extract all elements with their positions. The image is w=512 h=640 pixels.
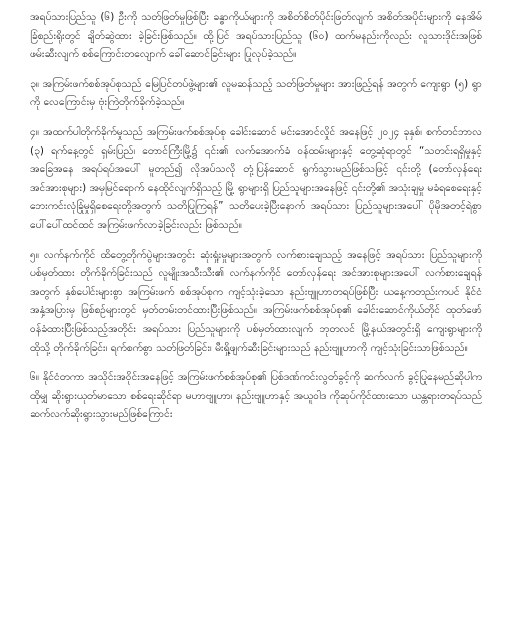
paragraph-6: ၆။ နိုင်ငံတကာ အသိုင်းအဝိုင်းအနေဖြင့် အကြမ်းဖက်စစ်အုပ်စု၏ ပြစ်ဒဏ်ကင်းလွတ်ခွင့်ကို ဆက်လက် ခွင့်ပြုနေမည်ဆိုပါက ထိုမျှ ဆိုးရွားယုတ်မာသော စစ်ရေးဆိုင်ရာ မဟာဗျူဟာ၊ နည်းဗျူဟာနှင့် အယူဝါဒ ကိုဆုပ်ကိုင်ထားသော ယန္တရားတရပ်သည် ဆက်လက်ဆိုးရွားသွားမည်ဖြစ်ကြောင်း: [30, 371, 482, 421]
paragraph-5: ၅။ လက်နက်ကိုင် ထိတွေ့တိုက်ပွဲများအတွင်း ဆုံးရှုံးမှုများအတွက် လက်စားချေသည့် အနေဖြင့် အရပ်သား ပြည်သူများကို ပစ်မှတ်ထား တိုက်ခိုက်ခြင်းသည် လူမျိုးအသီးသီး၏ လက်နက်ကိုင် တော်လှန်ရေး အင်အားစုများအပေါ် လက်စားချေရန်အတွက် နှစ်ပေါင်းများစွာ အကြမ်းဖက် စစ်အုပ်စုက ကျင့်သုံးခဲ့သော နည်းဗျူဟာတရပ်ဖြစ်ပြီး ယနေ့ကတည်းကပင် နိုင်ငံ အနှံ့အပြားမှ ဖြစ်စဉ်များတွင် မှတ်တမ်းတင်ထားပြီးဖြစ်သည်။ အကြမ်းဖက်စစ်အုပ်စု၏ ခေါင်းဆောင်ကိုယ်တိုင် ထုတ်ဖော်ဝန်ခံထားပြီးဖြစ်သည့်အတိုင်း အရပ်သား ပြည်သူများကို ပစ်မှတ်ထားလျက် ဘုတလင် မြို့နယ်အတွင်းရှိ ကျေးရွာများကို ထိုသို့ တိုက်ခိုက်ခြင်း၊ ရက်စက်စွာ သတ်ဖြတ်ခြင်း၊ မီးရှို့ဖျက်ဆီးခြင်းများသည် နည်းဗျူဟာကို ကျင့်သုံးခြင်းသာဖြစ်သည်။: [30, 248, 482, 354]
paragraph-gap: [30, 64, 482, 75]
paragraph-gap: [30, 235, 482, 246]
paragraph-gap: [30, 112, 482, 123]
paragraph-continuation: အရပ်သားပြည်သူ (၆) ဦးကို သတ်ဖြတ်မှုဖြစ်ပြီး ခန္ဓာကိုယ်များကို အစိတ်စိတ်ပိုင်းဖြတ်လျက် အစိတ်အပိုင်းများကို နေအိမ်ခြံစည်းရိုးတွင် ချိတ်ဆွဲထား ခဲ့ခြင်းဖြစ်သည်။ ထို့ပြင် အရပ်သားပြည်သူ (၆၀) ထက်မနည်းကိုလည်း လူသားဒိုင်းအဖြစ် ဖမ်းဆီးလျက် စစ်ကြောင်းတလျောက် ခေါ်ဆောင်ခြင်းများ ပြုလုပ်ခဲ့သည်။: [30, 11, 482, 61]
paragraph-3: ၃။ အကြမ်းဖက်စစ်အုပ်စုသည် မြေပြင်တပ်ဖွဲ့များ၏ လူမဆန်သည့် သတ်ဖြတ်မှုများ အားဖြည့်ရန် အတွက် ကျေးရွာ (၅) ရွာကို လေကြောင်းမှ ဗုံးကြဲတိုက်ခိုက်ခဲ့သည်။: [30, 77, 482, 109]
paragraph-gap: [30, 357, 482, 368]
paragraph-4: ၄။ အထက်ပါတိုက်ခိုက်မှုသည် အကြမ်းဖက်စစ်အုပ်စု ခေါင်းဆောင် မင်းအောင်လှိုင် အနေဖြင့် ၂၀၂၄ ခုနှစ်၊ စက်တင်ဘာလ (၃) ရက်နေ့တွင် ရှမ်းပြည်၊ တောင်ကြီးမြို့၌ ၎င်း၏ လက်အောက်ခံ ဝန်ထမ်းများနှင့် တွေ့ဆုံရာတွင် “သတင်းရရှိမှုနှင့် အခြေအနေ အရပ်ရပ်အပေါ် မူတည်၍ လိုအပ်သလို တုံ့ပြန်ဆောင် ရွက်သွားမည်ဖြစ်သဖြင့် ၎င်းတို့ (တော်လှန်ရေး အင်အားစုများ) အမှမြင်ရောက် နေထိုင်လျက်ရှိသည့် မြို့ ရွာများရှိ ပြည်သူများအနေဖြင့် ၎င်းတို့၏ အသုံးချမှု မခံရစေရေးနှင့် ဘေးကင်းလုံခြုံမှုရှိစေရေးတို့အတွက် သတိပြုကြရန်” သတိပေးခဲ့ပြီးနောက် အရပ်သား ပြည်သူများအပေါ် ပိုမိုအတင့်ရဲစွာ ပေါ်ပေါ်ထင်ထင် အကြမ်းဖက်လာခဲ့ခြင်းလည်း ဖြစ်သည်။: [30, 125, 483, 231]
